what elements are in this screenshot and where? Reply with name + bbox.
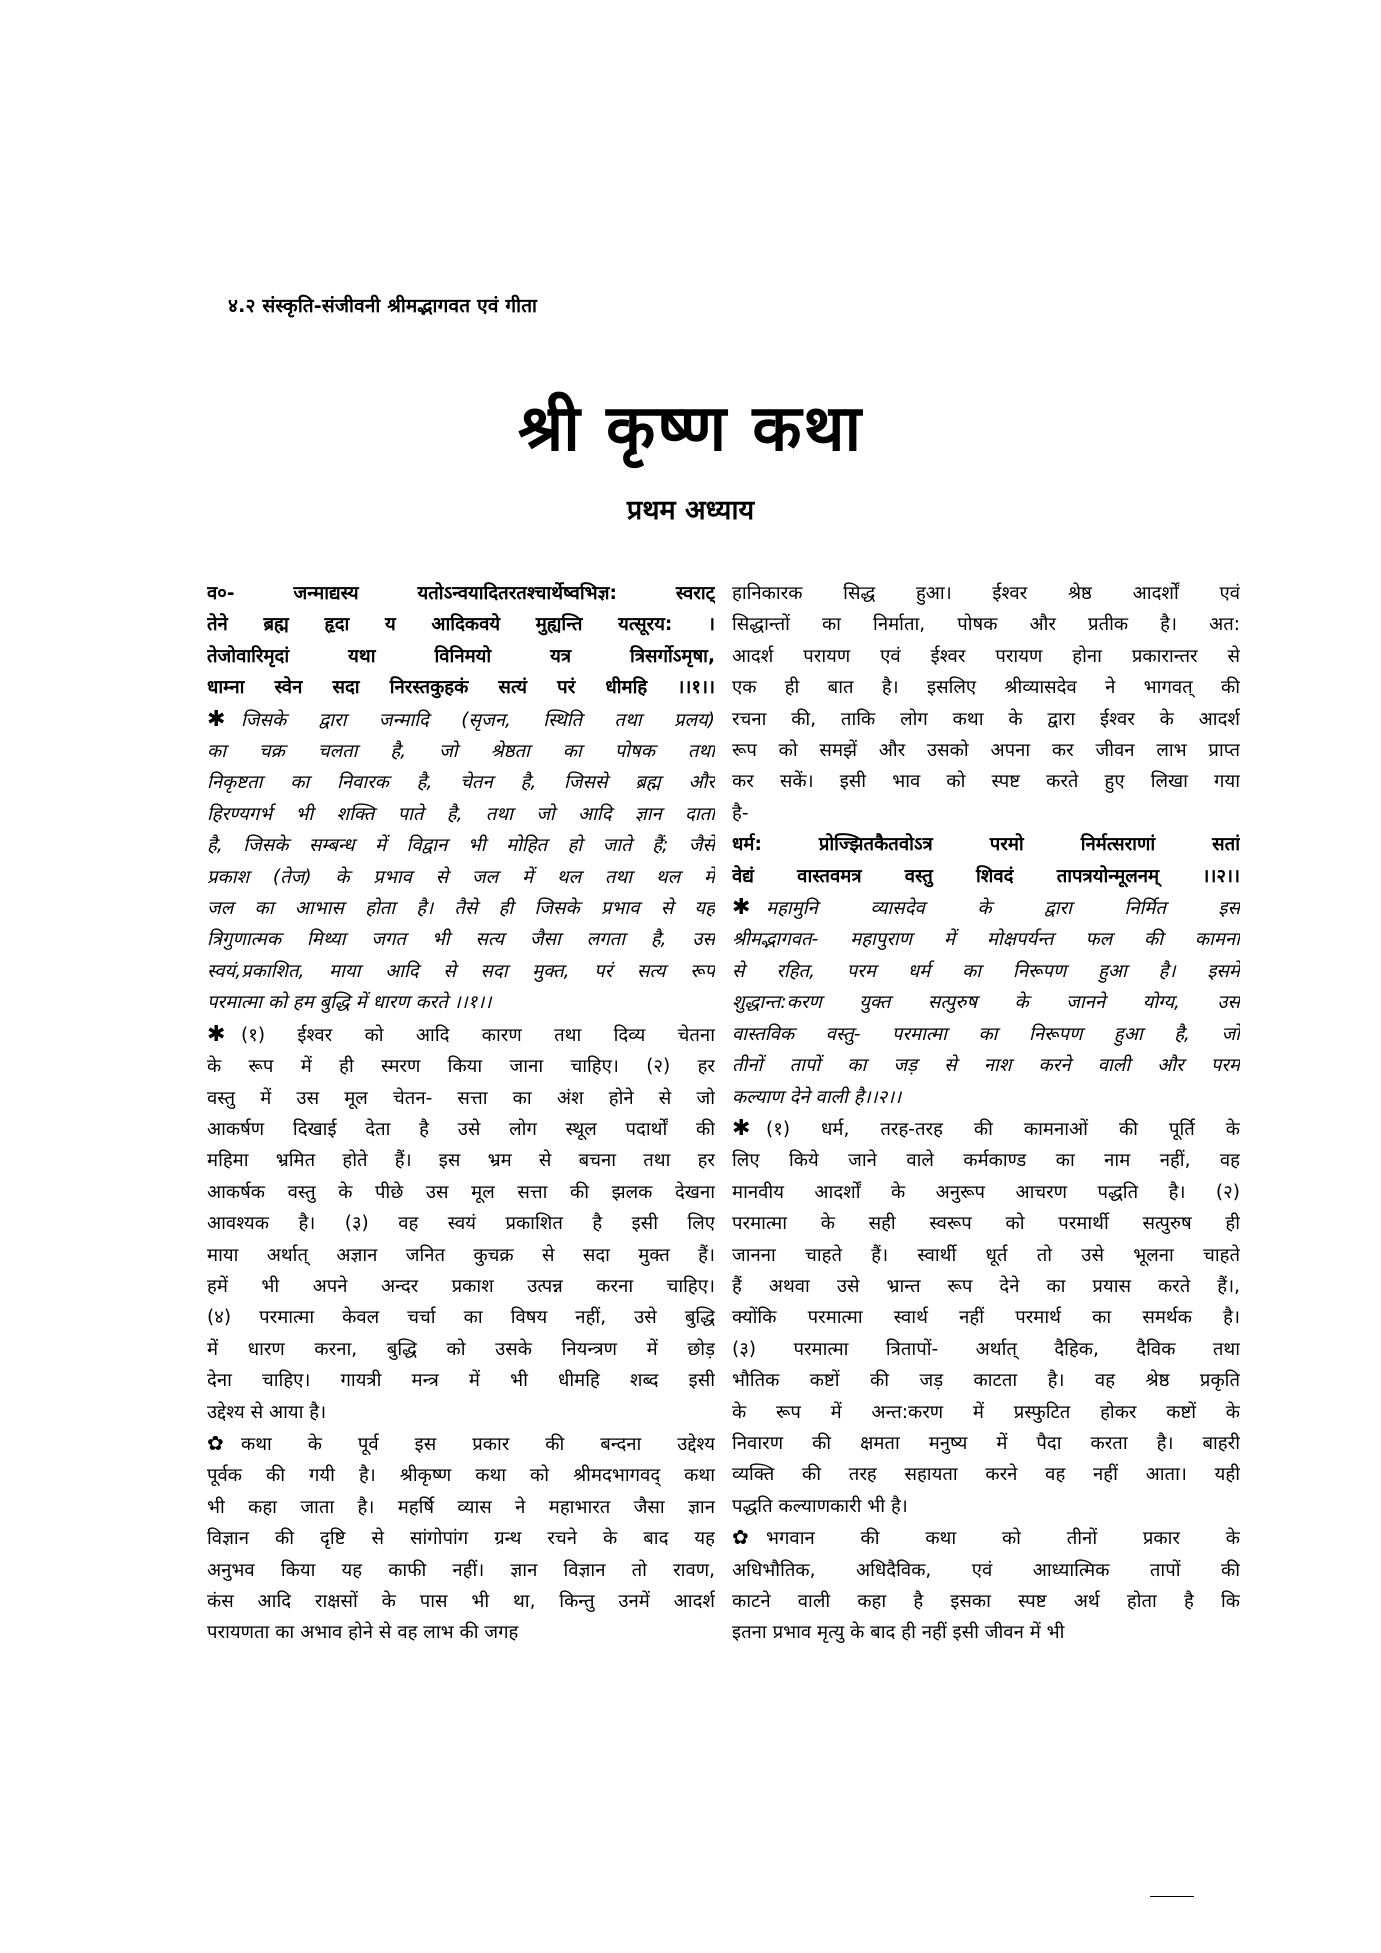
verse-line: व०- जन्माद्यस्य यतोऽन्वयादितरतश्चार्थेष्वभिज्ञ: स्वराट् bbox=[207, 583, 715, 604]
text-line: रचना की, ताकि लोग कथा के द्वारा ईश्वर के आदर्श bbox=[732, 708, 1240, 730]
text-line: पूर्वक की गयी है। श्रीकृष्ण कथा को श्रीमदभागवद् कथा bbox=[207, 1465, 715, 1487]
text-line: है- bbox=[732, 802, 749, 824]
text-line: वास्तविक वस्तु- परमात्मा का निरूपण हुआ है, जो bbox=[732, 1023, 1240, 1045]
text-line: व्यक्ति की तरह सहायता करने वह नहीं आता। यही bbox=[732, 1464, 1240, 1486]
text-line: सिद्धान्तों का निर्माता, पोषक और प्रतीक है। अत: bbox=[732, 614, 1240, 636]
text-line: उद्देश्य से आया है। bbox=[207, 1401, 327, 1423]
translation-1 bbox=[207, 704, 715, 1019]
text-line: कंस आदि राक्षसों के पास भी था, किन्तु उनमें आदर्श bbox=[207, 1591, 715, 1612]
text-line: क्योंकि परमात्मा स्वार्थ नहीं परमार्थ का समर्थक है। bbox=[732, 1307, 1240, 1329]
text-line: हिरण्यगर्भ भी शक्ति पाते है, तथा जो आदि ज्ञान दाता bbox=[207, 803, 715, 825]
verse-line: धर्म: प्रोज्झितकैतवोऽत्र परमो निर्मत्सराणां सतां bbox=[732, 834, 1240, 856]
text-line: (४) परमात्मा केवल चर्चा का विषय नहीं, उसे बुद्धि bbox=[207, 1307, 715, 1329]
text-line: आकर्षण दिखाई देता है उसे लोग स्थूल पदार्थों की bbox=[207, 1118, 715, 1140]
text-line: विज्ञान की दृष्टि से सांगोपांग ग्रन्थ रचने के बाद यह bbox=[207, 1528, 715, 1550]
asterisk-icon: ✱ bbox=[732, 1115, 751, 1141]
text-line: त्रिगुणात्मक मिथ्या जगत भी सत्य जैसा लगता है, उस bbox=[207, 929, 715, 951]
flower-icon: ✿ bbox=[732, 1525, 749, 1550]
text-line: वस्तु में उस मूल चेतन- सत्ता का अंश होने से जो bbox=[207, 1087, 715, 1109]
commentary-2 bbox=[732, 1113, 1240, 1522]
note-2 bbox=[732, 1522, 1240, 1649]
note-1 bbox=[207, 1428, 715, 1649]
text-line: रूप को समझें और उसको अपना कर जीवन लाभ प्राप्त bbox=[732, 740, 1240, 762]
text-line: का चक्र चलता है, जो श्रेष्ठता का पोषक तथा bbox=[207, 741, 715, 763]
text-line: एक ही बात है। इसलिए श्रीव्यासदेव ने भागवत् की bbox=[732, 677, 1240, 699]
text-line: भौतिक कष्टों की जड़ काटता है। वह श्रेष्ठ प्रकृति bbox=[732, 1370, 1240, 1392]
right-column bbox=[732, 578, 1240, 1649]
text-line: में धारण करना, बुद्धि को उसके नियन्त्रण में छोड़ bbox=[207, 1338, 715, 1360]
verse-1 bbox=[207, 578, 715, 704]
asterisk-icon: ✱ bbox=[732, 895, 751, 921]
text-line: है, जिसके सम्बन्ध में विद्वान भी मोहित हो जाते हैं; जैसे bbox=[207, 835, 715, 857]
continuation-paragraph bbox=[732, 578, 1240, 829]
text-line: के रूप में अन्त:करण में प्रस्फुटित होकर कष्टों के bbox=[732, 1401, 1240, 1423]
text-line: के रूप में ही स्मरण किया जाना चाहिए। (२) हर bbox=[207, 1056, 715, 1078]
footer-rule bbox=[1150, 1896, 1194, 1897]
text-line: आवश्यक है। (३) वह स्वयं प्रकाशित है इसी लिए bbox=[207, 1213, 715, 1235]
text-line: (३) परमात्मा त्रितापों- अर्थात् दैहिक, दैविक तथा bbox=[732, 1338, 1240, 1360]
text-line: भी कहा जाता है। महर्षि व्यास ने महाभारत जैसा ज्ञान bbox=[207, 1496, 715, 1518]
text-line: मानवीय आदर्शों के अनुरूप आचरण पद्धति है। (२) bbox=[732, 1181, 1240, 1203]
text-line: पद्धति कल्याणकारी भी है। bbox=[732, 1495, 908, 1517]
text-line: कल्याण देने वाली है।।२।। bbox=[732, 1086, 902, 1108]
chapter-subtitle: प्रथम अध्याय bbox=[626, 495, 755, 526]
verse-2 bbox=[732, 829, 1240, 892]
text-line: शुद्धान्त:करण युक्त सत्पुरुष के जानने योग्य, उस bbox=[732, 992, 1240, 1014]
text-line: इतना प्रभाव मृत्यु के बाद ही नहीं इसी जीवन में भी bbox=[732, 1622, 1065, 1644]
asterisk-icon: ✱ bbox=[207, 706, 226, 732]
text-line: जानना चाहते हैं। स्वार्थी धूर्त तो उसे भूलना चाहते bbox=[732, 1244, 1240, 1266]
text-line: परमात्मा को हम बुद्धि में धारण करते ।।१।। bbox=[207, 992, 492, 1014]
text-line: (१) धर्म, तरह-तरह की कामनाओं की पूर्ति के bbox=[766, 1118, 1240, 1140]
translation-2 bbox=[732, 892, 1240, 1113]
left-column bbox=[207, 578, 715, 1649]
text-line: प्रकाश (तेज) के प्रभाव से जल में थल तथा थल में bbox=[207, 866, 715, 888]
flower-icon: ✿ bbox=[207, 1430, 224, 1455]
text-line: आदर्श परायण एवं ईश्वर परायण होना प्रकारान्तर से bbox=[732, 645, 1240, 667]
verse-line: धाम्ना स्वेन सदा निरस्तकुहकं सत्यं परं धीमहि ।।१।। bbox=[207, 677, 715, 699]
text-line: परमात्मा के सही स्वरूप को परमार्थी सत्पुरुष ही bbox=[732, 1213, 1240, 1235]
text-line: (१) ईश्वर को आदि कारण तथा दिव्य चेतना bbox=[241, 1024, 715, 1046]
running-head: ४.२ संस्कृति-संजीवनी श्रीमद्भागवत एवं गीता bbox=[228, 295, 538, 317]
text-line: महामुनि व्यासदेव के द्वारा निर्मित इस bbox=[766, 898, 1240, 920]
text-line: हमें भी अपने अन्दर प्रकाश उत्पन्न करना चाहिए। bbox=[207, 1275, 715, 1297]
text-line: आकर्षक वस्तु के पीछे उस मूल सत्ता की झलक देखना bbox=[207, 1181, 715, 1203]
text-line: निकृष्टता का निवारक है, चेतन है, जिससे ब्रह्म और bbox=[207, 772, 715, 794]
text-line: अनुभव किया यह काफी नहीं। ज्ञान विज्ञान तो रावण, bbox=[207, 1559, 715, 1581]
commentary-1 bbox=[207, 1019, 715, 1428]
asterisk-icon: ✱ bbox=[207, 1021, 226, 1047]
text-line: अधिभौतिक, अधिदैविक, एवं आध्यात्मिक तापों की bbox=[732, 1559, 1240, 1581]
page-title: श्री कृष्ण कथा bbox=[517, 392, 864, 466]
text-line: लिए किये जाने वाले कर्मकाण्ड का नाम नहीं, वह bbox=[732, 1150, 1240, 1172]
text-line: श्रीमद्भागवत- महापुराण में मोक्षपर्यन्त फल की कामना bbox=[732, 929, 1240, 951]
text-line: स्वयं,प्रकाशित, माया आदि से सदा मुक्त, परं सत्य रूप bbox=[207, 960, 715, 982]
text-line: कथा के पूर्व इस प्रकार की बन्दना उद्देश्य bbox=[241, 1433, 715, 1455]
text-line: काटने वाली कहा है इसका स्पष्ट अर्थ होता है कि bbox=[732, 1591, 1240, 1612]
text-line: जिसके द्वारा जन्मादि (सृजन, स्थिति तथा प्रलय) bbox=[241, 709, 715, 731]
text-line: से रहित, परम धर्म का निरूपण हुआ है। इसमे bbox=[732, 960, 1240, 982]
text-line: कर सकें। इसी भाव को स्पष्ट करते हुए लिखा गया bbox=[732, 771, 1240, 793]
verse-line: वेद्यं वास्तवमत्र वस्तु शिवदं तापत्रयोन्मूलनम् ।।२।। bbox=[732, 865, 1240, 887]
text-line: हैं अथवा उसे भ्रान्त रूप देने का प्रयास करते हैं।, bbox=[732, 1275, 1240, 1297]
text-line: देना चाहिए। गायत्री मन्त्र में भी धीमहि शब्द इसी bbox=[207, 1370, 715, 1392]
verse-line: तेजोवारिमृदां यथा विनिमयो यत्र त्रिसर्गोऽमृषा, bbox=[207, 645, 715, 667]
text-line: माया अर्थात् अज्ञान जनित कुचक्र से सदा मुक्त हैं। bbox=[207, 1244, 715, 1266]
text-line: निवारण की क्षमता मनुष्य में पैदा करता है। बाहरी bbox=[732, 1432, 1240, 1454]
text-line: जल का आभास होता है। तैसे ही जिसके प्रभाव से यह bbox=[207, 898, 715, 920]
text-line: तीनों तापों का जड़ से नाश करने वाली और परम bbox=[732, 1055, 1240, 1077]
text-line: परायणता का अभाव होने से वह लाभ की जगह bbox=[207, 1622, 519, 1644]
text-line: भगवान की कथा को तीनों प्रकार के bbox=[766, 1528, 1240, 1550]
verse-line: तेने ब्रह्म हृदा य आदिकवये मुह्यन्ति यत्सूरय: । bbox=[207, 614, 715, 636]
text-line: महिमा भ्रमित होते हैं। इस भ्रम से बचना तथा हर bbox=[207, 1150, 715, 1172]
text-line: हानिकारक सिद्ध हुआ। ईश्वर श्रेष्ठ आदर्शों एवं bbox=[732, 583, 1240, 604]
